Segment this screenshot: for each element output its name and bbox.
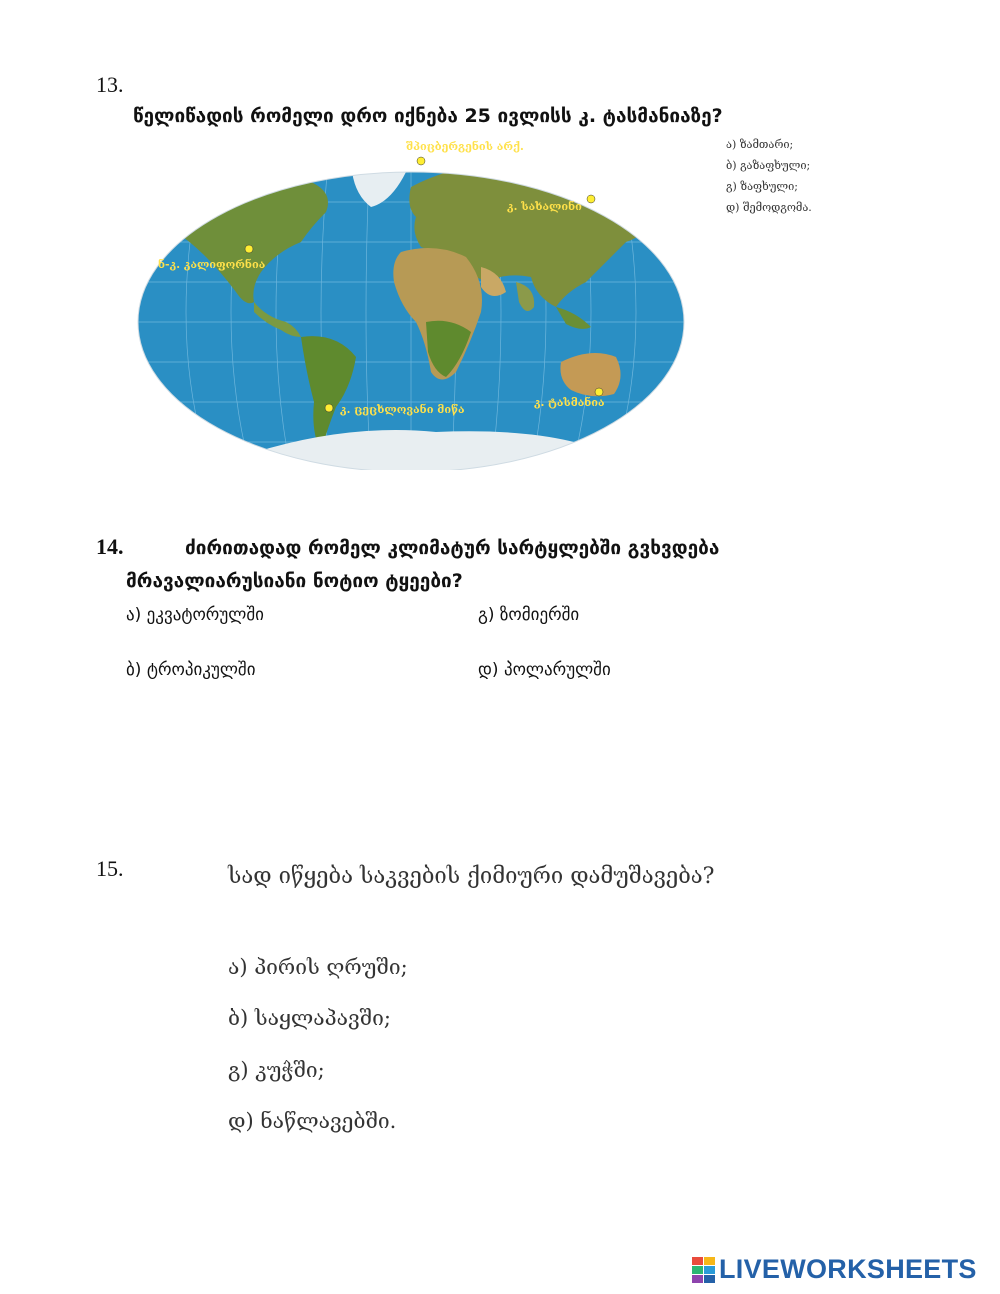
map-label-california: ნ-კ. კალიფორნია [158, 258, 266, 271]
question-13-text: წელიწადის რომელი დრო იქნება 25 ივლისს კ. ტასმანიაზე? [133, 105, 723, 127]
question-13-option-a: ა) ზამთარი; [726, 138, 794, 151]
marker-tierra-del-fuego [325, 404, 333, 412]
world-map [136, 132, 686, 470]
question-14-option-b: ბ) ტროპიკულში [126, 660, 256, 680]
liveworksheets-logo[interactable] [692, 1254, 977, 1285]
question-15-option-a: ა) პირის ღრუში; [228, 955, 408, 979]
question-13-option-c: გ) ზაფხული; [726, 180, 798, 193]
map-label-tierra-del-fuego: კ. ცეცხლოვანი მიწა [340, 403, 465, 416]
marker-spitsbergen [417, 157, 425, 165]
map-label-spitsbergen: შპიცბერგენის არქ. [406, 140, 524, 153]
marker-sakhalin [587, 195, 595, 203]
question-13-number: 13. [96, 72, 124, 97]
liveworksheets-logo-text: LIVEWORKSHEETS [719, 1254, 977, 1284]
question-14-option-a: ა) ეკვატორულში [126, 605, 264, 625]
question-14-text-line1: ძირითადად რომელ კლიმატურ სარტყლებში გვხვდება [185, 537, 720, 559]
question-14-text-line2: მრავალიარუსიანი ნოტიო ტყეები? [126, 570, 463, 592]
marker-california [245, 245, 253, 253]
question-13-options [726, 134, 812, 218]
marker-tasmania [595, 388, 603, 396]
map-label-tasmania: კ. ტასმანია [534, 396, 605, 409]
question-15-text: სად იწყება საკვების ქიმიური დამუშავება? [228, 864, 715, 889]
question-14-number: 14. [96, 534, 124, 559]
question-14-option-c: გ) ზომიერში [478, 605, 580, 625]
question-15-option-c: გ) კუჭში; [228, 1058, 325, 1082]
question-13-option-d: დ) შემოდგომა. [726, 201, 812, 214]
liveworksheets-logo-icon [692, 1257, 716, 1283]
question-15-option-b: ბ) საყლაპავში; [228, 1006, 391, 1030]
map-label-sakhalin: კ. სახალინი [507, 200, 582, 213]
question-13-option-b: ბ) გაზაფხული; [726, 159, 811, 172]
question-15-option-d: დ) ნაწლავებში. [228, 1109, 397, 1133]
question-14-option-d: დ) პოლარულში [478, 660, 611, 680]
question-15-number: 15. [96, 856, 124, 881]
